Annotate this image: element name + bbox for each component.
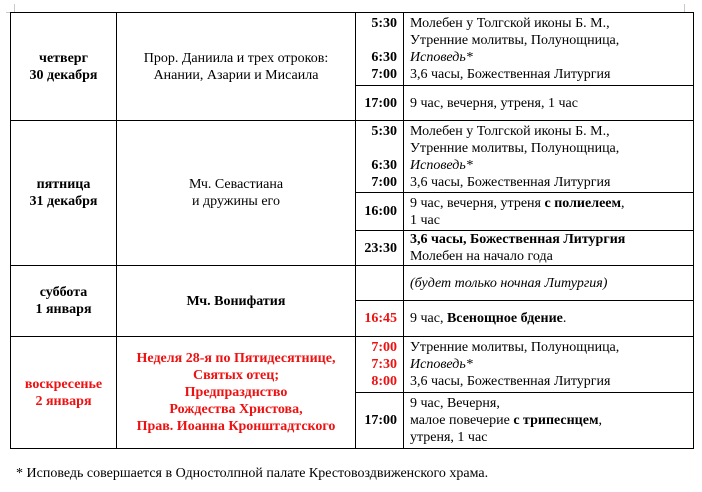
- day-cell: [11, 121, 117, 266]
- feast-line: и дружины его: [192, 194, 280, 209]
- time: 5:30: [371, 16, 397, 31]
- time-cell: [356, 13, 404, 86]
- service-emphasis: Всенощное бдение: [446, 311, 563, 326]
- service: 9 час, вечерня, утреня: [410, 195, 545, 211]
- time: 16:45: [364, 311, 397, 326]
- time: 23:30: [364, 240, 397, 256]
- feast-cell: [117, 13, 356, 121]
- services-cell: [404, 393, 694, 449]
- schedule-row-thursday: [11, 13, 694, 86]
- feast-line: Святых отец;: [192, 368, 279, 383]
- date: 31 декабря: [29, 194, 98, 209]
- services-cell: [404, 121, 694, 193]
- feast-line: Предпразднство: [184, 385, 288, 400]
- day-cell: [11, 266, 117, 337]
- time-cell: [356, 266, 404, 301]
- feast-line: Неделя 28-я по Пятидесятнице,: [136, 351, 336, 366]
- service: Утренние молитвы, Полунощница,: [410, 340, 620, 355]
- feast-line: Мч. Севастиана: [188, 177, 284, 192]
- time: 7:00: [371, 340, 397, 355]
- time: 7:30: [371, 357, 397, 372]
- service-emphasis: 3,6 часы, Божественная Литургия: [410, 232, 626, 247]
- time-cell: [356, 193, 404, 231]
- service: 9 час,: [410, 311, 447, 326]
- time-cell: [356, 393, 404, 449]
- time: 8:00: [371, 374, 397, 389]
- confession-note: Исповедь*: [410, 157, 473, 173]
- service-note: (будет только ночная Литургия): [410, 275, 608, 291]
- service: 3,6 часы, Божественная Литургия: [410, 67, 611, 82]
- time: 5:30: [371, 123, 397, 139]
- punctuation: ,: [598, 413, 602, 428]
- feast-cell: [117, 337, 356, 449]
- service: 1 час: [410, 212, 440, 228]
- day-cell: [11, 337, 117, 449]
- feast-line: Прор. Даниила и трех отроков:: [143, 50, 329, 66]
- time: 7:00: [371, 174, 397, 190]
- feast-line: Прав. Иоанна Кронштадтского: [136, 419, 336, 434]
- punctuation: .: [562, 311, 567, 326]
- weekday: суббота: [39, 285, 88, 300]
- services-cell: [404, 266, 694, 301]
- service: Молебен у Толгской иконы Б. М.,: [410, 123, 610, 139]
- date: 30 декабря: [29, 67, 98, 83]
- service-emphasis: с полиелеем: [544, 195, 622, 211]
- services-cell: [404, 193, 694, 231]
- schedule-row-sunday: [11, 337, 694, 393]
- services-cell: [404, 231, 694, 266]
- date: 2 января: [35, 393, 92, 409]
- time-cell: [356, 337, 404, 393]
- service: малое повечерие: [410, 413, 514, 428]
- service: 3,6 часы, Божественная Литургия: [410, 174, 611, 190]
- service-schedule-table: [10, 12, 694, 449]
- time-cell: [356, 86, 404, 121]
- service: утреня, 1 час: [410, 430, 488, 445]
- punctuation: ,: [621, 195, 625, 211]
- weekday: пятница: [36, 177, 91, 192]
- footnote: * Исповедь совершается в Одностолпной палате Крестовоздвиженского храма.: [16, 466, 489, 481]
- time-cell: [356, 301, 404, 337]
- weekday: четверг: [39, 50, 88, 66]
- service: Утренние молитвы, Полунощница,: [410, 33, 620, 48]
- feast-line: Анании, Азарии и Мисаила: [153, 67, 319, 83]
- service-emphasis: с трипеснцем: [513, 413, 599, 428]
- day-cell: [11, 13, 117, 121]
- time: 17:00: [364, 95, 397, 111]
- feast-cell: [117, 121, 356, 266]
- services-cell: [404, 301, 694, 337]
- schedule-row-friday: [11, 121, 694, 193]
- date: 1 января: [35, 302, 92, 317]
- feast-cell: [117, 266, 356, 337]
- weekday: воскресенье: [24, 376, 103, 392]
- service: Утренние молитвы, Полунощница,: [410, 140, 620, 156]
- time: 6:30: [371, 50, 397, 65]
- time: 6:30: [371, 157, 397, 173]
- time-cell: [356, 121, 404, 193]
- feast-line: Мч. Вонифатия: [186, 293, 286, 309]
- schedule-row-saturday: [11, 266, 694, 301]
- time: 16:00: [364, 204, 397, 219]
- time: 7:00: [371, 67, 397, 82]
- service: Молебен у Толгской иконы Б. М.,: [410, 16, 610, 31]
- time: 17:00: [364, 413, 397, 428]
- service: 9 час, Вечерня,: [410, 396, 500, 411]
- service: Молебен на начало года: [410, 249, 553, 264]
- time-cell: [356, 231, 404, 266]
- service: 9 час, вечерня, утреня, 1 час: [410, 95, 578, 111]
- services-cell: [404, 13, 694, 86]
- confession-note: Исповедь*: [410, 357, 473, 372]
- service: 3,6 часы, Божественная Литургия: [410, 374, 611, 389]
- confession-note: Исповедь*: [410, 50, 473, 65]
- services-cell: [404, 86, 694, 121]
- services-cell: [404, 337, 694, 393]
- feast-line: Рождества Христова,: [169, 402, 303, 417]
